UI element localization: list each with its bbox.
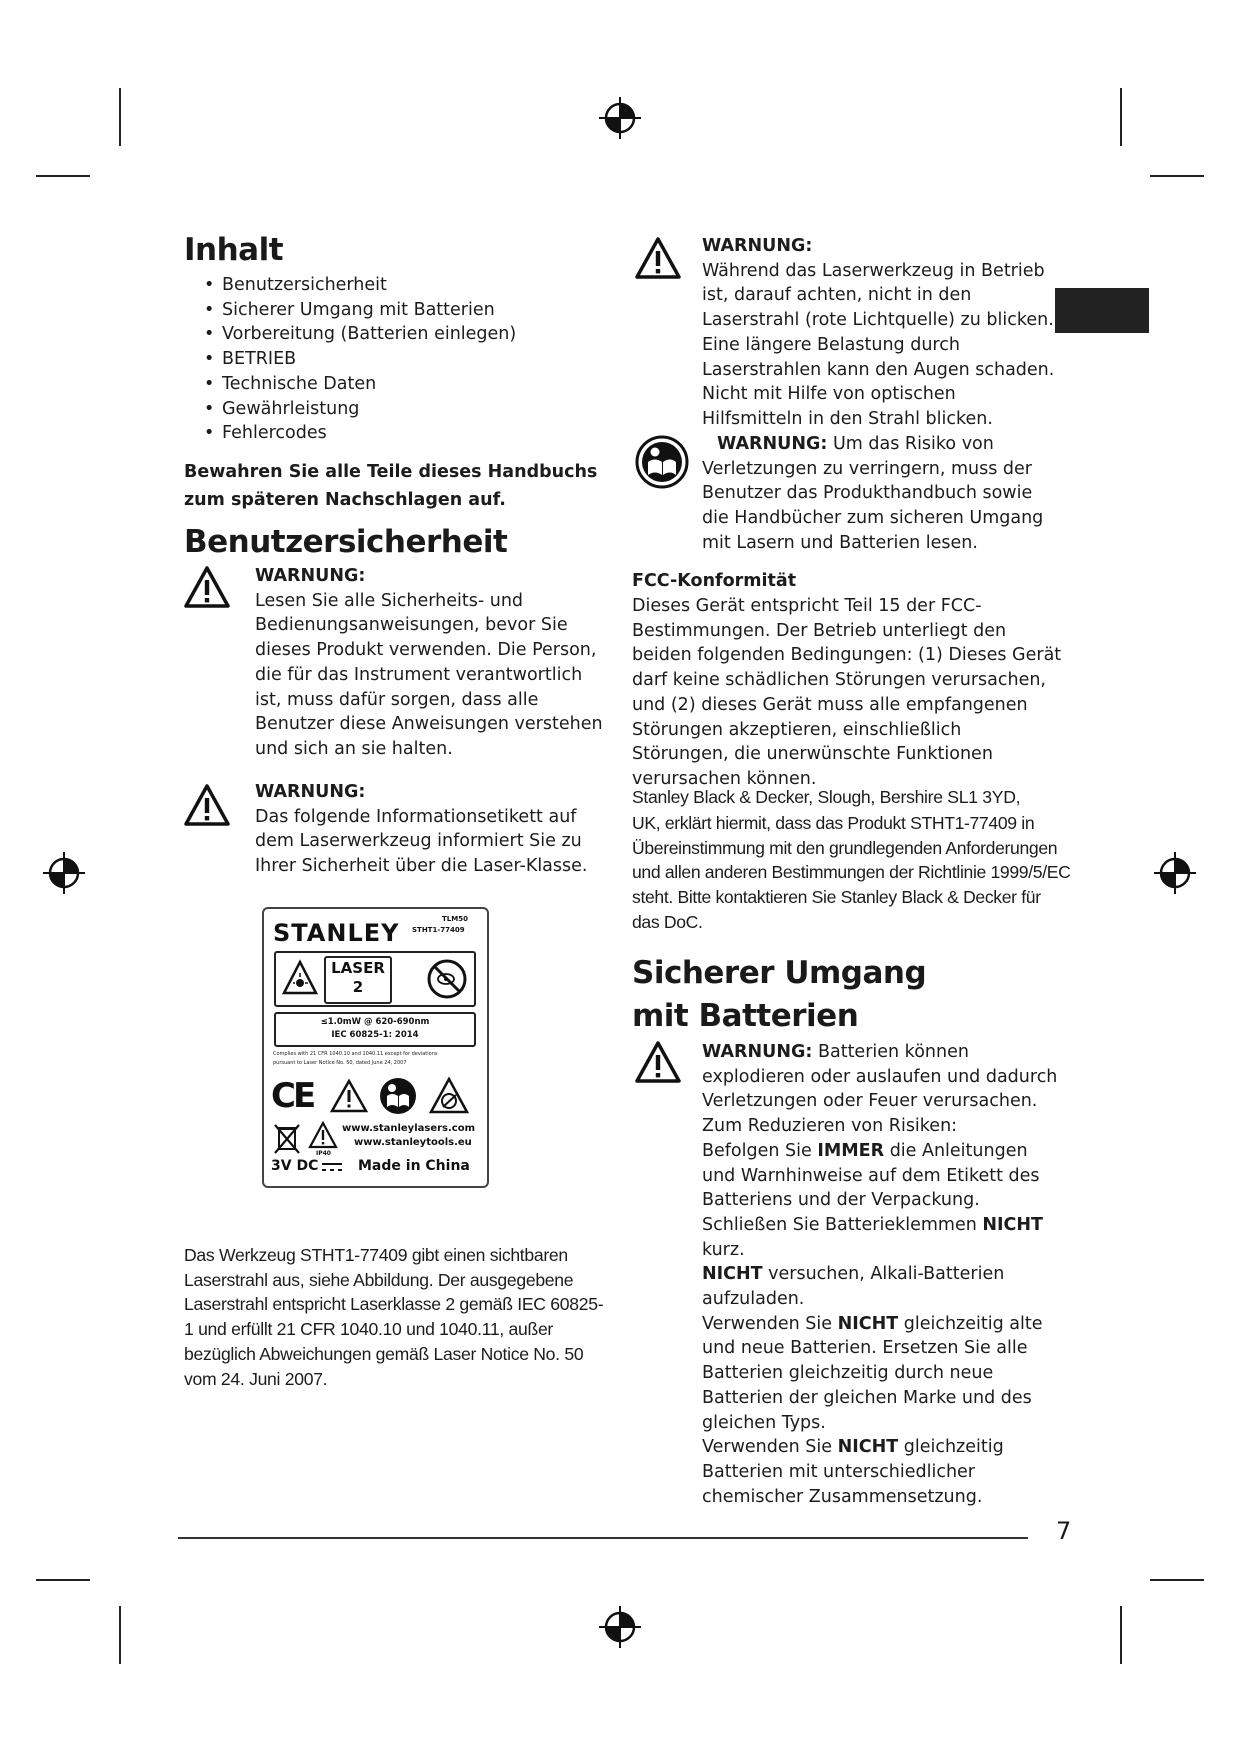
fcc-title: FCC-Konformität — [632, 571, 797, 591]
rule-text: gleichzeitig alte und neue Batterien. Ersetzen Sie alle Batterien gleichzeitig durch neue Batterien der gleichen Marke und des gleichen Typs. — [702, 1313, 1043, 1433]
doc-first-line: Stanley Black & Decker, Slough, Bershire SL1 3YD, — [632, 787, 1021, 807]
label-laser-class: 2 — [352, 978, 364, 996]
battery-rule — [702, 1139, 1060, 1213]
crop-mark — [1150, 175, 1204, 177]
toc-item: • BETRIEB — [184, 347, 604, 372]
warning-paragraph — [702, 1040, 1060, 1139]
label-model: TLM50 — [442, 915, 468, 923]
laser-safety-label — [262, 907, 489, 1188]
battery-rule — [702, 1213, 1060, 1262]
crop-mark — [119, 1606, 121, 1664]
keep-note: Bewahren Sie alle Teile dieses Handbuchs zum späteren Nachschlagen auf. — [184, 462, 598, 510]
registration-mark-icon — [598, 1605, 642, 1649]
recycle-warning-icon — [429, 1077, 469, 1115]
crop-mark — [1150, 1579, 1204, 1581]
rule-emphasis: NICHT — [702, 1264, 763, 1285]
warning-title: WARNUNG: — [255, 566, 366, 586]
warning-triangle-icon — [330, 1079, 368, 1113]
rule-emphasis: IMMER — [817, 1140, 885, 1161]
rule-emphasis: NICHT — [837, 1313, 899, 1334]
crop-mark — [119, 88, 121, 146]
warning-body: Das folgende Informationsetikett auf dem Laserwerkzeug informiert Sie zu Ihrer Sicherheit über die Laser-Klasse. — [255, 806, 588, 877]
battery-rule — [702, 1435, 1060, 1509]
rule-text: kurz. — [702, 1239, 745, 1260]
rule-emphasis: NICHT — [837, 1437, 899, 1458]
warning-title: WARNUNG: — [702, 1042, 813, 1062]
registration-mark-icon — [1153, 851, 1197, 895]
warning-triangle-icon — [308, 1121, 338, 1149]
warning-body: Lesen Sie alle Sicherheits- und Bedienungsanweisungen, bevor Sie dieses Produkt verwenden. Die Person, die für das Instrument verantwortlich ist, muss dafür sorgen, dass alle Benutzer diese Anweisungen verstehen und sich an sie halten. — [255, 590, 603, 759]
label-made-in: Made in China — [358, 1158, 470, 1174]
warning-3 — [702, 234, 1060, 432]
warning-triangle-icon — [183, 565, 231, 609]
label-spec: IEC 60825-1: 2014 — [331, 1030, 419, 1040]
spec-box — [274, 1012, 476, 1047]
section-heading-battery: Sicherer Umgang mit Batterien — [632, 955, 927, 1034]
dc-symbol-icon — [321, 1161, 343, 1173]
section-heading-safety: Benutzersicherheit — [184, 524, 508, 560]
rule-text: Verwenden Sie — [702, 1437, 838, 1458]
label-brand: STANLEY — [273, 919, 400, 947]
warning-triangle-icon — [634, 1040, 682, 1084]
registration-mark-icon — [598, 96, 642, 140]
toc-item: • Technische Daten — [184, 372, 604, 397]
warning-triangle-icon — [183, 783, 231, 827]
laser-warning-icon — [281, 959, 319, 997]
rule-text: die Anleitungen und Warnhinweise auf dem Etikett des Batteriens und der Verpackung. — [702, 1140, 1040, 1211]
rule-text: Befolgen Sie — [702, 1140, 818, 1161]
crop-mark — [1120, 1606, 1122, 1664]
weee-bin-icon — [274, 1123, 300, 1155]
label-complies: pursuant to Laser Notice No. 50, dated June 24, 2007 — [273, 1060, 407, 1066]
tool-description: Das Werkzeug STHT1-77409 gibt einen sichtbaren Laserstrahl aus, siehe Abbildung. Der ausgegebene Laserstrahl entspricht Laserklasse 2 gemäß IEC 60825-1 und erfüllt 21 CFR 1040.10 und 1040.11, außer bezüglich Abweichungen gemäß Laser Notice No. 50 vom 24. Juni 2007. — [184, 1245, 604, 1389]
rule-text: Verwenden Sie — [702, 1313, 838, 1334]
toc-item: • Sicherer Umgang mit Batterien — [184, 298, 604, 323]
label-spec: ≤1.0mW @ 620-690nm — [320, 1017, 430, 1027]
label-url: www.stanleylasers.com — [342, 1123, 476, 1134]
warning-5 — [702, 1040, 1060, 1509]
label-ip: IP40 — [316, 1150, 331, 1157]
warning-title: WARNUNG: — [717, 434, 828, 454]
rule-text: Schließen Sie Batterieklemmen — [702, 1214, 983, 1235]
toc-title: Inhalt — [184, 232, 284, 268]
rule-text: versuchen, Alkali-Batterien aufzuladen. — [702, 1264, 1005, 1310]
registration-mark-icon — [42, 851, 86, 895]
language-tab — [1055, 288, 1149, 333]
label-url: www.stanleytools.eu — [354, 1137, 472, 1148]
label-laser: LASER — [331, 959, 385, 977]
doc-text: UK, erklärt hiermit, dass das Produkt STHT1-77409 in Übereinstimmung mit den grundlegenden Anforderungen und allen anderen Bestimmungen der Richtlinie 1999/5/EC steht. Bitte kontaktieren Sie Stanley Black & Decker für das DoC. — [632, 813, 1071, 932]
footer-rule — [178, 1537, 1028, 1539]
warning-2 — [255, 780, 605, 879]
ce-mark-icon: CE — [271, 1076, 314, 1116]
page-number: 7 — [1056, 1517, 1072, 1545]
laser-class-box — [274, 951, 476, 1007]
warning-title: WARNUNG: — [702, 236, 813, 256]
rule-emphasis: NICHT — [982, 1214, 1043, 1235]
toc-list — [184, 273, 604, 446]
laser-class-inner — [324, 956, 392, 1004]
read-manual-icon — [378, 1076, 418, 1116]
toc-item: • Fehlercodes — [184, 421, 604, 446]
label-voltage: 3V DC — [271, 1158, 319, 1174]
toc-item: • Gewährleistung — [184, 397, 604, 422]
fcc-text: Dieses Gerät entspricht Teil 15 der FCC-Bestimmungen. Der Betrieb unterliegt den beiden folgenden Bedingungen: (1) Dieses Gerät darf keine schädlichen Störungen verursachen, und (2) dieses Gerät muss alle empfangenen Störungen akzeptieren, einschließlich Störungen, die unerwünschte Funktionen verursachen können. — [632, 596, 1062, 789]
warning-body: Um das Risiko von Verletzungen zu verringern, muss der Benutzer das Produkthandbuch sowie die Handbücher zum sicheren Umgang mit Lasern und Batterien lesen. — [702, 434, 1044, 553]
rule-text: gleichzeitig Batterien mit unterschiedlicher chemischer Zusammensetzung. — [702, 1437, 1004, 1507]
warning-triangle-icon — [634, 236, 682, 280]
warning-title: WARNUNG: — [255, 782, 366, 802]
warning-4 — [702, 432, 1060, 556]
warning-body: Während das Laserwerkzeug in Betrieb ist, darauf achten, nicht in den Laserstrahl (rote Lichtquelle) zu blicken. Eine längere Belastung durch Laserstrahlen kann den Augen schaden. Nicht mit Hilfe von optischen Hilfsmitteln in den Strahl blicken. — [702, 260, 1055, 429]
warning-1 — [255, 564, 605, 762]
warning-body: Batterien können explodieren oder auslaufen und dadurch Verletzungen oder Feuer verursachen. Zum Reduzieren von Risiken: — [702, 1042, 1058, 1137]
no-stare-icon — [426, 958, 468, 1000]
toc-item: • Benutzersicherheit — [184, 273, 604, 298]
crop-mark — [36, 1579, 90, 1581]
label-model: STHT1-77409 — [412, 926, 465, 934]
crop-mark — [1120, 88, 1122, 146]
crop-mark — [36, 175, 90, 177]
read-manual-icon — [634, 434, 690, 490]
battery-rule — [702, 1262, 1060, 1311]
battery-rule — [702, 1312, 1060, 1436]
label-complies: Complies with 21 CFR 1040.10 and 1040.11 except for deviations — [273, 1051, 438, 1057]
toc-item: • Vorbereitung (Batterien einlegen) — [184, 322, 604, 347]
